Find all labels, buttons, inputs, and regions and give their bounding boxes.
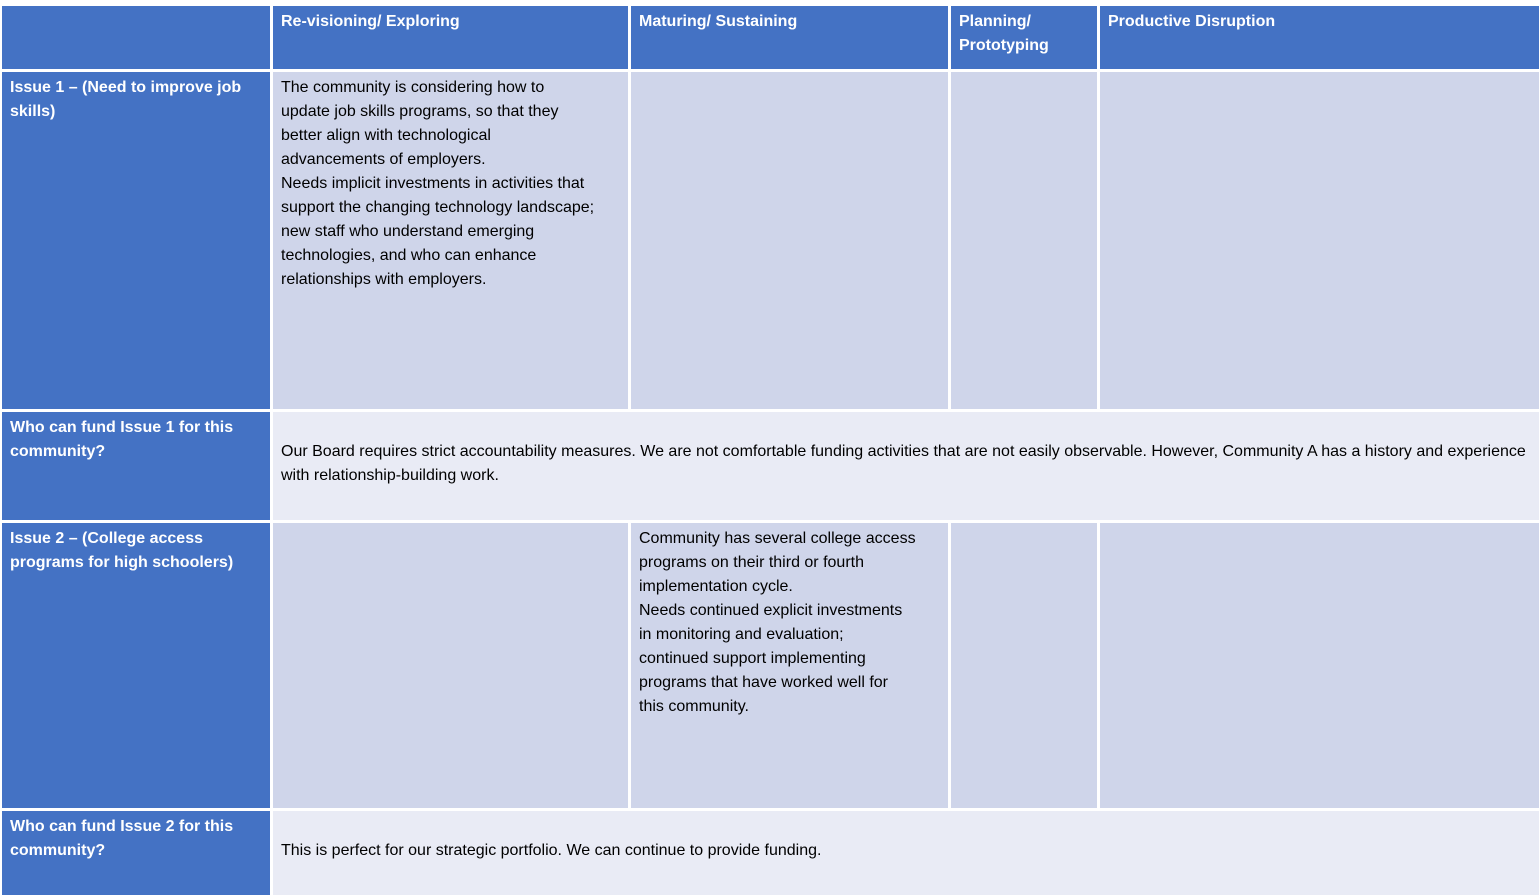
issue-2-text-line: continued support implementing (639, 650, 866, 667)
fund-issue-1-label: Who can fund Issue 1 for this community? (2, 412, 270, 520)
header-planning-line-2: Prototyping (959, 37, 1049, 54)
issue-2-text-line: Needs continued explicit investments (639, 602, 903, 619)
issue-2-text-line: this community. (639, 698, 749, 715)
issue-1-maturing-cell (631, 72, 948, 409)
issue-2-text-line: programs that have worked well for (639, 674, 888, 691)
issue-1-text-line: better align with technological (281, 127, 491, 144)
issue-1-label: Issue 1 – (Need to improve job skills) (2, 72, 270, 409)
issue-1-text-line: update job skills programs, so that they (281, 103, 559, 120)
header-planning-line-1: Planning/ (959, 13, 1031, 30)
issue-1-text-line: Needs implicit investments in activities that (281, 175, 585, 192)
issue-1-text-line: The community is considering how to (281, 79, 545, 96)
header-corner (2, 6, 270, 69)
fund-issue-1-answer: Our Board requires strict accountability measures. We are not comfortable funding activities that are not easily observable. However, Community A has a history and experience with relationship-building work. (273, 412, 1539, 520)
header-maturing-sustaining: Maturing/ Sustaining (631, 6, 948, 69)
fund-issue-2-label: Who can fund Issue 2 for this community? (2, 811, 270, 895)
issue-2-label: Issue 2 – (College access programs for high schoolers) (2, 523, 270, 808)
issue-2-text-line: implementation cycle. (639, 578, 793, 595)
header-planning-prototyping (951, 6, 1097, 69)
issue-2-maturing-cell (631, 523, 948, 808)
issue-1-text-line: advancements of employers. (281, 151, 486, 168)
fund-issue-2-answer: This is perfect for our strategic portfolio. We can continue to provide funding. (273, 811, 1539, 895)
issue-2-disruption-cell (1100, 523, 1539, 808)
issue-1-disruption-cell (1100, 72, 1539, 409)
issue-1-text-line: relationships with employers. (281, 271, 487, 288)
issue-2-text-line: in monitoring and evaluation; (639, 626, 844, 643)
issue-2-text-line: Community has several college access (639, 530, 916, 547)
issue-1-text-line: new staff who understand emerging (281, 223, 535, 240)
issue-1-revisioning-cell (273, 72, 628, 409)
header-productive-disruption: Productive Disruption (1100, 6, 1539, 69)
issue-1-text-line: support the changing technology landscape; (281, 199, 595, 216)
issue-2-planning-cell (951, 523, 1097, 808)
stage-funding-table (2, 6, 1534, 886)
issue-2-revisioning-cell (273, 523, 628, 808)
issue-1-text-line: technologies, and who can enhance (281, 247, 537, 264)
header-revisioning-exploring: Re-visioning/ Exploring (273, 6, 628, 69)
issue-1-planning-cell (951, 72, 1097, 409)
issue-2-text-line: programs on their third or fourth (639, 554, 864, 571)
